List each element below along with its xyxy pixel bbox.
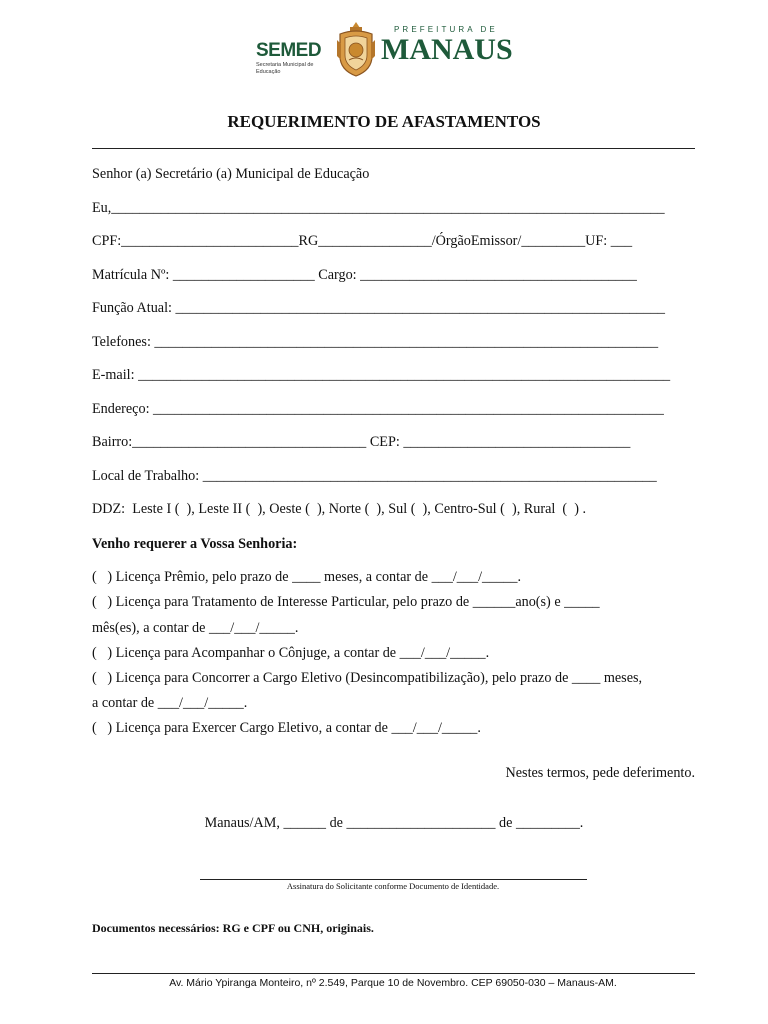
footer-divider bbox=[92, 973, 695, 974]
option-interesse-particular-cont[interactable]: mês(es), a contar de ___/___/_____. bbox=[92, 620, 299, 636]
footer-address: Av. Mário Ypiranga Monteiro, nº 2.549, Parque 10 de Novembro. CEP 69050-030 – Manaus-AM. bbox=[169, 977, 617, 989]
endereco-field[interactable]: Endereço: ________________________________________________________________________ bbox=[92, 401, 664, 417]
request-heading: Venho requerer a Vossa Senhoria: bbox=[92, 536, 298, 552]
local-trabalho-field[interactable]: Local de Trabalho: ________________________________________________________________ bbox=[92, 468, 657, 484]
email-field[interactable]: E-mail: ___________________________________________________________________________ bbox=[92, 367, 671, 383]
page-title: REQUERIMENTO DE AFASTAMENTOS bbox=[227, 112, 541, 131]
signature-line[interactable] bbox=[200, 879, 587, 880]
matricula-cargo-field[interactable]: Matrícula Nº: ____________________ Cargo: _______________________________________ bbox=[92, 267, 637, 283]
bairro-cep-field[interactable]: Bairro:_________________________________ CEP: ________________________________ bbox=[92, 434, 631, 450]
option-concorrer-cargo[interactable]: ( ) Licença para Concorrer a Cargo Eletivo (Desincompatibilização), pelo prazo de ____ meses, bbox=[92, 670, 643, 686]
telefones-field[interactable]: Telefones: _______________________________________________________________________ bbox=[92, 334, 659, 350]
option-interesse-particular[interactable]: ( ) Licença para Tratamento de Interesse Particular, pelo prazo de ______ano(s) e _____ bbox=[92, 594, 600, 610]
city-name: MANAUS bbox=[381, 33, 513, 66]
cpf-rg-field[interactable]: CPF:_________________________RG________________/ÓrgãoEmissor/_________UF: ___ bbox=[92, 233, 633, 249]
name-field[interactable]: Eu,______________________________________________________________________________ bbox=[92, 200, 665, 216]
ddz-options[interactable]: DDZ: Leste I ( ), Leste II ( ), Oeste ( ), Norte ( ), Sul ( ), Centro-Sul ( ), Rural ( ) . bbox=[92, 501, 587, 517]
title-divider bbox=[92, 148, 695, 149]
option-exercer-cargo[interactable]: ( ) Licença para Exercer Cargo Eletivo, a contar de ___/___/_____. bbox=[92, 720, 481, 736]
funcao-field[interactable]: Função Atual: _____________________________________________________________________ bbox=[92, 300, 666, 316]
signature-caption: Assinatura do Solicitante conforme Documento de Identidade. bbox=[286, 881, 500, 891]
option-concorrer-cargo-cont[interactable]: a contar de ___/___/_____. bbox=[92, 695, 248, 711]
place-date-field[interactable]: Manaus/AM, ______ de _____________________ de _________. bbox=[204, 815, 584, 831]
city-crest-icon bbox=[336, 20, 376, 78]
option-acompanhar-conjuge[interactable]: ( ) Licença para Acompanhar o Cônjuge, a contar de ___/___/_____. bbox=[92, 645, 490, 661]
closing-text: Nestes termos, pede deferimento. bbox=[505, 765, 695, 781]
prefeitura-label: PREFEITURA DE bbox=[394, 25, 498, 34]
option-licenca-premio[interactable]: ( ) Licença Prêmio, pelo prazo de ____ meses, a contar de ___/___/_____. bbox=[92, 569, 522, 585]
required-documents: Documentos necessários: RG e CPF ou CNH, originais. bbox=[92, 921, 374, 935]
semed-subtitle: Secretaria Municipal de Educação bbox=[256, 62, 314, 75]
semed-logo-text: SEMED bbox=[256, 40, 322, 61]
salutation: Senhor (a) Secretário (a) Municipal de Educação bbox=[92, 166, 370, 182]
